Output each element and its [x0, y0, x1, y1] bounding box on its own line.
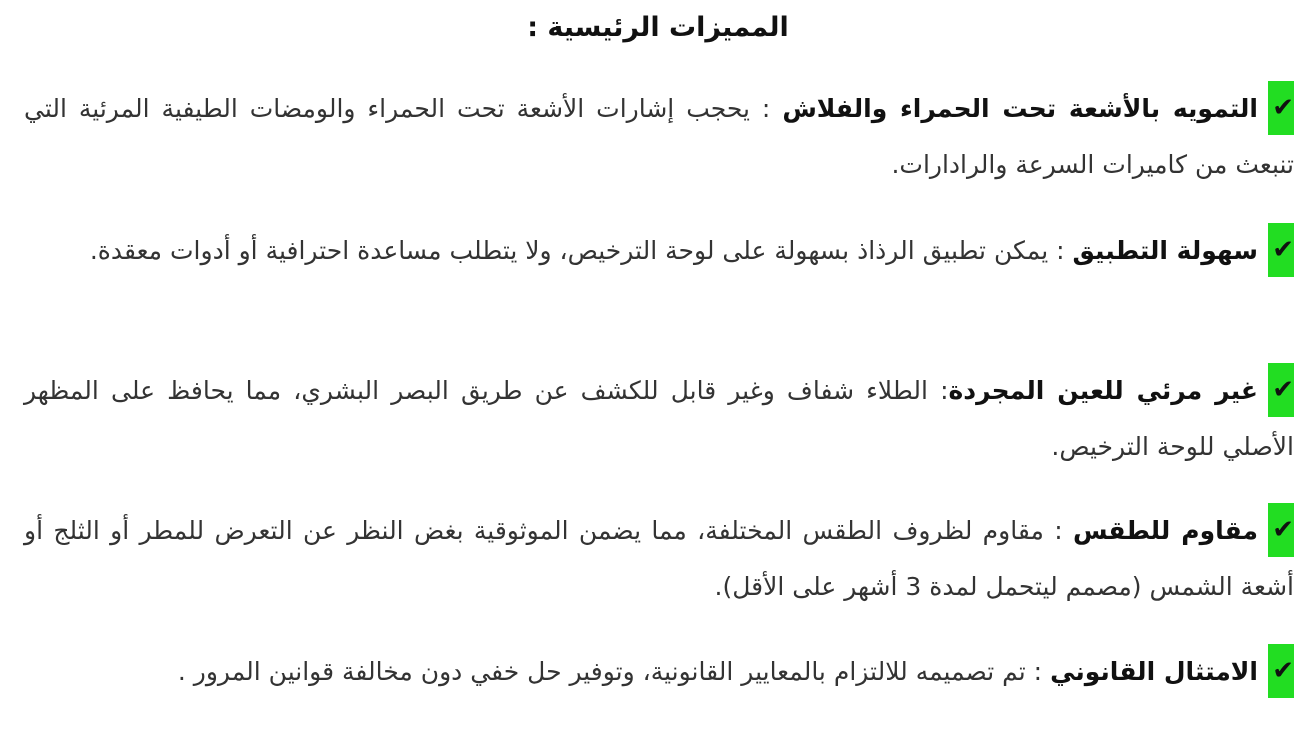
feature-separator: :: [1043, 516, 1073, 545]
page-title: المميزات الرئيسية :: [527, 12, 789, 43]
feature-separator: :: [1048, 236, 1073, 265]
feature-item-invisible: [24, 363, 1294, 475]
feature-separator: :: [927, 376, 949, 405]
checkmark-icon: ✔: [1268, 363, 1294, 417]
feature-description: تم تصميمه للالتزام بالمعايير القانونية، وتوفير حل خفي دون مخالفة قوانين المرور .: [177, 657, 1026, 686]
checkmark-icon: ✔: [1268, 81, 1294, 135]
feature-name: التمويه بالأشعة تحت الحمراء والفلاش: [782, 94, 1258, 123]
feature-name: غير مرئي للعين المجردة: [948, 376, 1259, 405]
feature-description: مقاوم لظروف الطقس المختلفة، مما يضمن الموثوقية بغض النظر عن التعرض للمطر أو الثلج أو أشعة الشمس (مصمم ليتحمل لمدة 3 أشهر على الأقل).: [24, 516, 1294, 601]
checkmark-icon: ✔: [1268, 644, 1294, 698]
feature-description: يمكن تطبيق الرذاذ بسهولة على لوحة الترخيص، ولا يتطلب مساعدة احترافية أو أدوات معقدة.: [89, 236, 1049, 265]
feature-separator: :: [1025, 657, 1051, 686]
checkmark-icon: ✔: [1268, 223, 1294, 277]
feature-item-legal-compliance: [24, 644, 1294, 700]
feature-description: الطلاء شفاف وغير قابل للكشف عن طريق البصر البشري، مما يحافظ على المظهر الأصلي للوحة الترخيص.: [24, 376, 1294, 461]
feature-item-ir-flash-camouflage: [24, 81, 1294, 193]
feature-description: يحجب إشارات الأشعة تحت الحمراء والومضات الطيفية المرئية التي تنبعث من كاميرات السرعة والرادارات.: [24, 94, 1294, 179]
feature-name: سهولة التطبيق: [1072, 236, 1258, 265]
feature-name: مقاوم للطقس: [1072, 516, 1259, 545]
feature-item-ease-of-application: [24, 223, 1294, 279]
feature-name: الامتثال القانوني: [1050, 657, 1258, 686]
feature-item-weather-resistant: [24, 503, 1294, 615]
feature-separator: :: [749, 94, 783, 123]
checkmark-icon: ✔: [1268, 503, 1294, 557]
